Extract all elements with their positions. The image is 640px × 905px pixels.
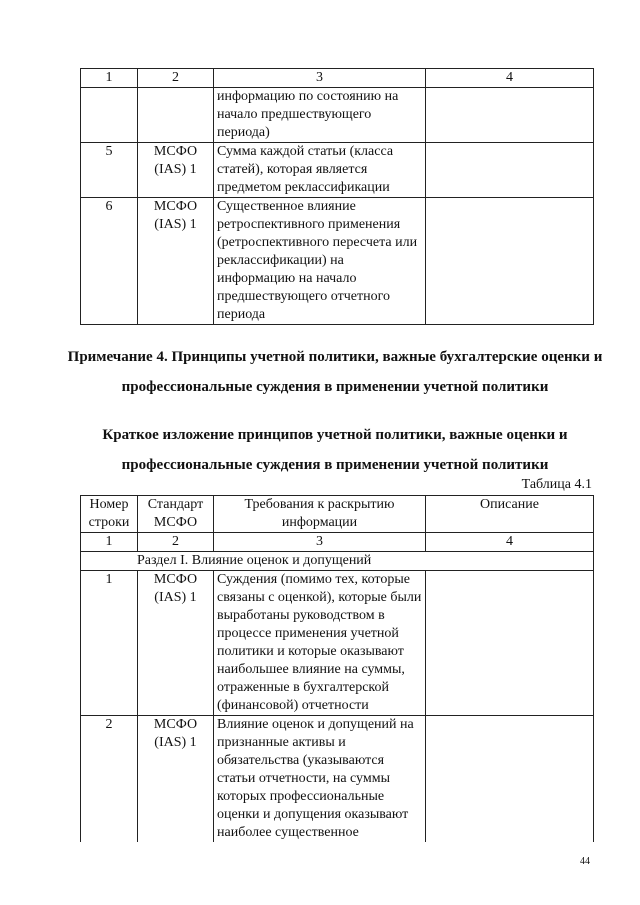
column-header-requirements: Требования к раскрытию информации xyxy=(214,496,426,533)
column-header-row-number: Номер строки xyxy=(81,496,138,533)
column-number-3: 3 xyxy=(214,533,426,552)
row-description xyxy=(426,716,594,843)
row-requirement: Влияние оценок и допущений на признанные активы и обязательства (указываются статьи отчетности, на суммы которых профессиональные оценки и допущения оказывают наиболее существенное xyxy=(214,716,426,843)
row-standard xyxy=(138,88,214,143)
column-header-standard: Стандарт МСФО xyxy=(138,496,214,533)
row-description xyxy=(426,198,594,325)
row-standard: МСФО (IAS) 1 xyxy=(138,716,214,843)
row-description xyxy=(426,143,594,198)
table-row xyxy=(81,88,594,143)
row-standard: МСФО (IAS) 1 xyxy=(138,143,214,198)
continuation-table xyxy=(80,68,594,325)
row-number: 1 xyxy=(81,571,138,716)
row-number: 6 xyxy=(81,198,138,325)
row-description xyxy=(426,88,594,143)
column-number-2: 2 xyxy=(138,69,214,88)
column-number-3: 3 xyxy=(214,69,426,88)
row-requirement: Суждения (помимо тех, которые связаны с оценкой), которые были выработаны руководством в процессе применения учетной политики и которые оказывают наибольшее влияние на суммы, отраженные в бухгалтерской (финансовой) отчетности xyxy=(214,571,426,716)
column-number-row xyxy=(81,533,594,552)
table-row xyxy=(81,143,594,198)
row-description xyxy=(426,571,594,716)
section-title: Раздел I. Влияние оценок и допущений xyxy=(81,552,594,571)
page-number: 44 xyxy=(580,856,590,867)
row-number: 2 xyxy=(81,716,138,843)
summary-heading: Краткое изложение принципов учетной политики, важные оценки и профессиональные суждения в применении учетной политики xyxy=(102,427,568,473)
table-row xyxy=(81,571,594,716)
table-row xyxy=(81,198,594,325)
row-requirement: Существенное влияние ретроспективного применения (ретроспективного пересчета или реклассификации) на информацию на начало предшествующего отчетного периода xyxy=(214,198,426,325)
column-number-row xyxy=(81,69,594,88)
column-number-1: 1 xyxy=(81,533,138,552)
row-number xyxy=(81,88,138,143)
row-standard: МСФО (IAS) 1 xyxy=(138,198,214,325)
accounting-policy-table xyxy=(80,495,594,842)
row-requirement: Сумма каждой статьи (класса статей), которая является предметом реклассификации xyxy=(214,143,426,198)
note-heading: Примечание 4. Принципы учетной политики, важные бухгалтерские оценки и профессиональные суждения в применении учетной политики xyxy=(67,349,603,395)
table-row xyxy=(81,716,594,843)
column-header-row xyxy=(81,496,594,533)
column-number-4: 4 xyxy=(426,69,594,88)
row-number: 5 xyxy=(81,143,138,198)
column-number-1: 1 xyxy=(81,69,138,88)
row-standard: МСФО (IAS) 1 xyxy=(138,571,214,716)
section-row xyxy=(81,552,594,571)
row-requirement: информацию по состоянию на начало предшествующего периода) xyxy=(214,88,426,143)
table-label: Таблица 4.1 xyxy=(521,477,592,492)
column-header-description: Описание xyxy=(426,496,594,533)
column-number-2: 2 xyxy=(138,533,214,552)
column-number-4: 4 xyxy=(426,533,594,552)
